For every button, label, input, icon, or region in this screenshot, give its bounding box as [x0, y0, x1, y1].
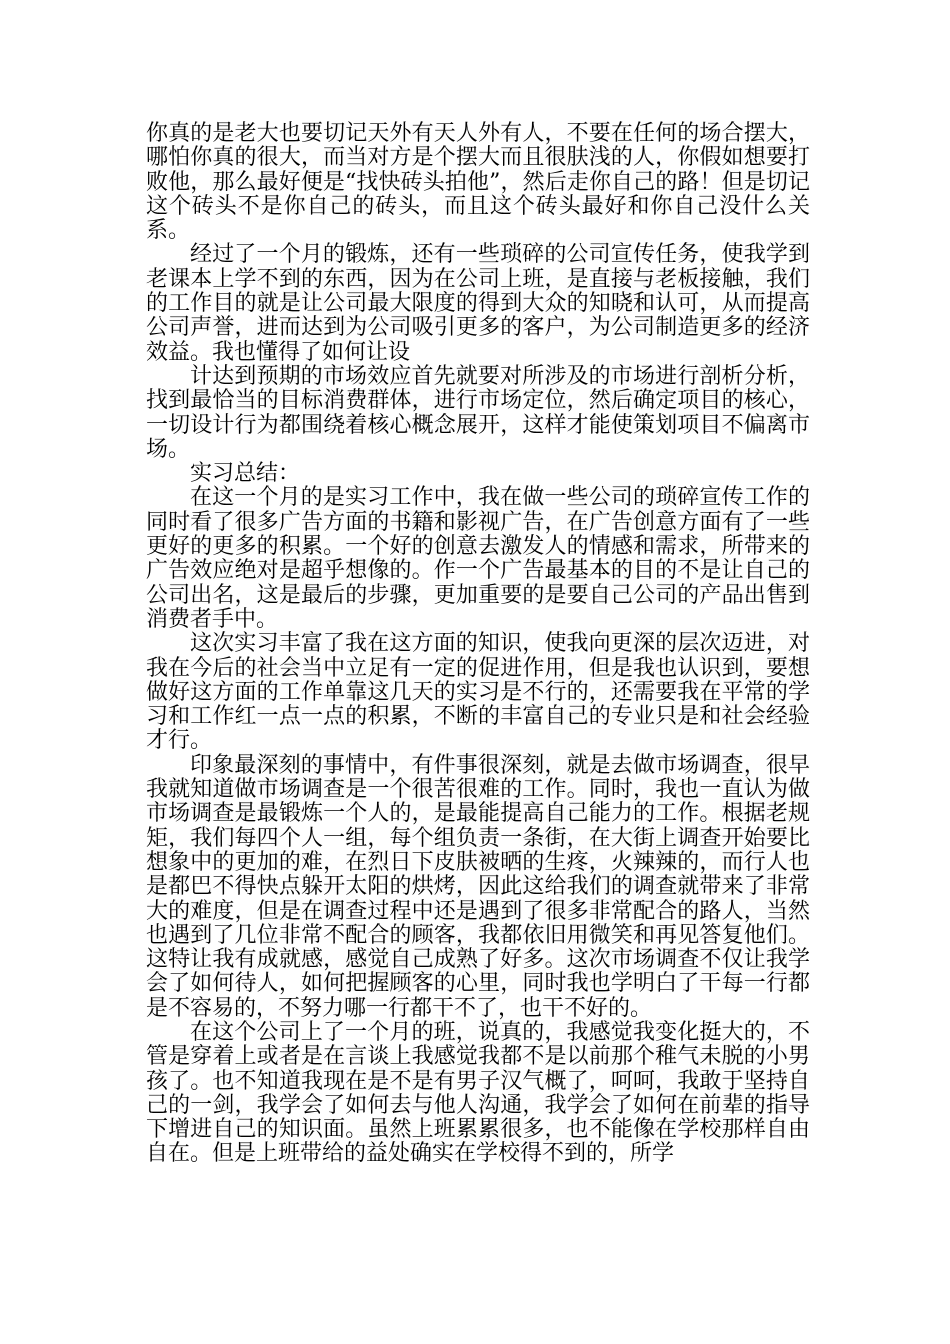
paragraph-6: 这次实习丰富了我在这方面的知识，使我向更深的层次迈进，对我在今后的社会当中立足有一定的促进作用，但是我也认识到，要想做好这方面的工作单靠这几天的实习是不行的，还需要我在平常的学习和工作红一点一点的积累，不断的丰富自己的专业只是和社会经验才行。: [146, 631, 810, 754]
paragraph-7: 印象最深刻的事情中，有件事很深刻，就是去做市场调查，很早我就知道做市场调查是一个很苦很难的工作。同时，我也一直认为做市场调查是最锻炼一个人的，是最能提高自己能力的工作。根据老规矩，我们每四个人一组，每个组负责一条街，在大街上调查开始要比想象中的更加的难，在烈日下皮肤被晒的生疼，火辣辣的，而行人也是都巴不得快点躲开太阳的烘烤，因此这给我们的调查就带来了非常大的难度，但是在调查过程中还是遇到了很多非常配合的路人，当然也遇到了几位非常不配合的顾客，我都依旧用微笑和再见答复他们。这特让我有成就感，感觉自己成熟了好多。这次市场调查不仅让我学会了如何待人，如何把握顾客的心里，同时我也学明白了干每一行都是不容易的，不努力哪一行都干不了，也干不好的。: [146, 752, 810, 1021]
paragraph-8: 在这个公司上了一个月的班，说真的，我感觉我变化挺大的，不管是穿着上或者是在言谈上我感觉我都不是以前那个稚气未脱的小男孩了。也不知道我现在是不是有男子汉气概了，呵呵，我敢于坚持自己的一剑，我学会了如何去与他人沟通，我学会了如何在前辈的指导下增进自己的知识面。虽然上班累累很多，也不能像在学校那样自由自在。但是上班带给的益处确实在学校得不到的，所学: [146, 1019, 810, 1167]
document-page: [146, 122, 810, 1167]
paragraph-1: 你真的是老大也要切记天外有天人外有人，不要在任何的场合摆大，哪怕你真的很大，而当对方是个摆大而且很肤浅的人，你假如想要打败他，那么最好便是“找快砖头拍他”，然后走你自己的路！但是切记这个砖头不是你自己的砖头，而且这个砖头最好和你自己没什么关系。: [146, 121, 810, 244]
paragraph-2: 经过了一个月的锻炼，还有一些琐碎的公司宣传任务，使我学到老课本上学不到的东西，因为在公司上班，是直接与老板接触，我们的工作目的就是让公司最大限度的得到大众的知晓和认可，从而提高公司声誉，进而达到为公司吸引更多的客户，为公司制造更多的经济效益。我也懂得了如何让设: [146, 242, 810, 365]
paragraph-3: 计达到预期的市场效应首先就要对所涉及的市场进行剖析分析，找到最恰当的目标消费群体，进行市场定位，然后确定项目的核心，一切设计行为都围绕着核心概念展开，这样才能使策划项目不偏离市场。: [146, 363, 810, 462]
paragraph-5: 在这一个月的是实习工作中，我在做一些公司的琐碎宣传工作的同时看了很多广告方面的书籍和影视广告，在广告创意方面有了一些更好的更多的积累。一个好的创意去激发人的情感和需求，所带来的广告效应绝对是超乎想像的。作一个广告最基本的目的不是让自己的公司出名，这是最后的步骤，更加重要的是要自己公司的产品出售到消费者手中。: [146, 485, 810, 632]
section-heading-summary: 实习总结：: [190, 461, 301, 487]
